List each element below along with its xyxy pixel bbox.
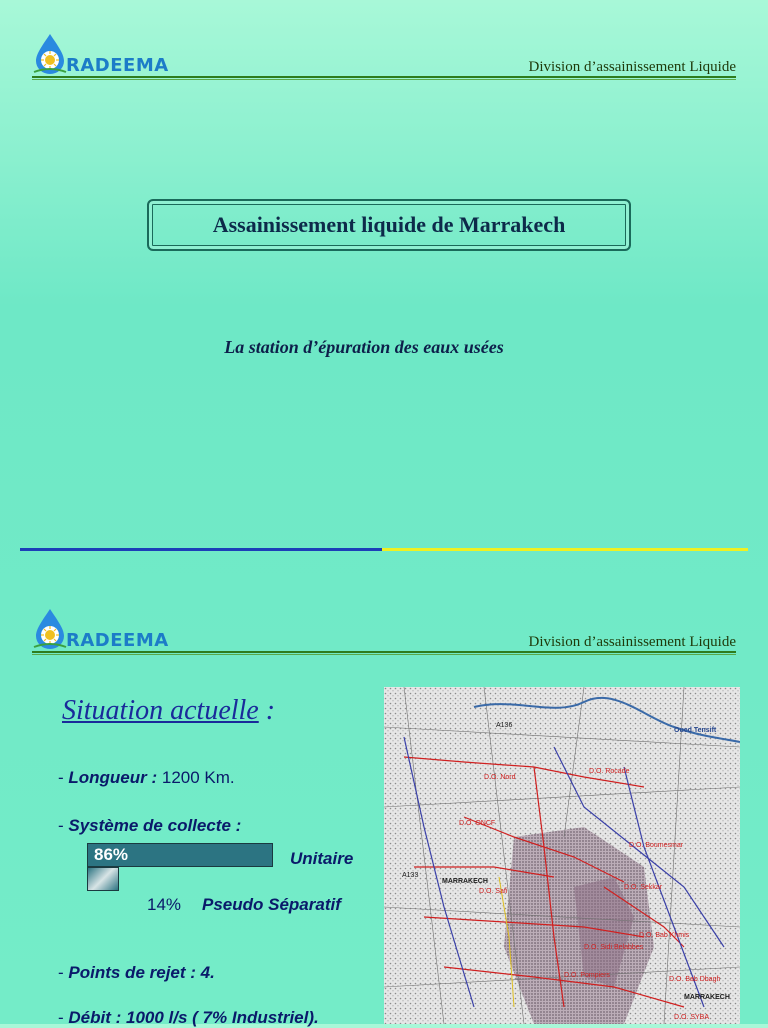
map-label: A133	[402, 872, 419, 879]
sewer-network-map	[384, 687, 740, 1024]
map-image	[384, 687, 740, 1024]
slide-title: Assainissement liquide de Marrakech	[212, 212, 566, 237]
bullet-label: Débit :	[68, 1008, 126, 1027]
bullet-longueur	[58, 768, 235, 788]
bullet-systeme	[58, 816, 241, 836]
bullet-dash: -	[58, 816, 69, 835]
division-label: Division d’assainissement Liquide	[528, 59, 736, 75]
section-heading-colon: :	[258, 695, 276, 726]
map-label: Oued Tensift	[674, 727, 717, 734]
map-label: D.O. SYBA	[674, 1014, 710, 1021]
bullet-value: 1000 l/s ( 7% Industriel).	[126, 1008, 319, 1027]
map-label: D.O. Pompiers	[564, 972, 610, 979]
header-rule	[32, 651, 736, 653]
bullet-value: 1200 Km.	[157, 768, 235, 787]
map-label: A136	[496, 722, 513, 729]
brand-name: RADEEMA	[66, 630, 169, 651]
radeema-logo-icon	[32, 32, 68, 74]
map-label: MARRAKECH	[684, 994, 730, 1001]
header-rule-thin	[32, 654, 736, 655]
map-label: D.O. ONCF	[459, 820, 496, 827]
radeema-logo-icon	[32, 607, 68, 649]
map-label: D.O. Nord	[484, 774, 516, 781]
bullet-points-rejet	[58, 963, 215, 983]
division-label: Division d’assainissement Liquide	[528, 634, 736, 650]
brand-name: RADEEMA	[66, 55, 169, 76]
bullet-label: Longueur :	[68, 768, 158, 787]
header-rule	[32, 76, 736, 78]
bullet-debit	[58, 1008, 319, 1028]
map-label: D.O. Sekkar	[624, 884, 663, 891]
section-heading	[62, 695, 275, 727]
map-label: D.O. Boumesmar	[629, 842, 684, 849]
map-label: D.O. Sidi Belabbes	[584, 944, 644, 951]
bullet-label: Points de rejet : 4.	[68, 963, 215, 982]
map-label: D.O. Bab Dbagh	[669, 976, 721, 983]
slide-subtitle: La station d’épuration des eaux usées	[224, 337, 504, 357]
unitaire-label: Unitaire	[290, 849, 354, 868]
bullet-dash: -	[58, 1008, 69, 1027]
unitaire-pct: 86%	[94, 845, 129, 864]
title-frame	[147, 199, 631, 251]
map-label: MARRAKECH	[442, 878, 488, 885]
map-label: D.O. Rocade	[589, 768, 630, 775]
pseudo-label: Pseudo Séparatif	[202, 895, 341, 914]
slide-divider-blue	[20, 548, 382, 551]
unitaire-bar	[87, 843, 273, 867]
pseudo-bar	[87, 867, 119, 891]
map-label: D.O. Bab Khmis	[639, 932, 690, 939]
pseudo-pct: 14%	[147, 895, 182, 914]
section-heading-text: Situation actuelle	[62, 695, 259, 726]
bullet-dash: -	[58, 768, 69, 787]
map-label: D.O. Safi	[479, 888, 508, 895]
bullet-dash: -	[58, 963, 69, 982]
header-rule-thin	[32, 79, 736, 80]
bullet-label: Système de collecte :	[68, 816, 242, 835]
slide-2	[0, 575, 768, 1027]
slide-divider-yellow	[382, 548, 748, 551]
